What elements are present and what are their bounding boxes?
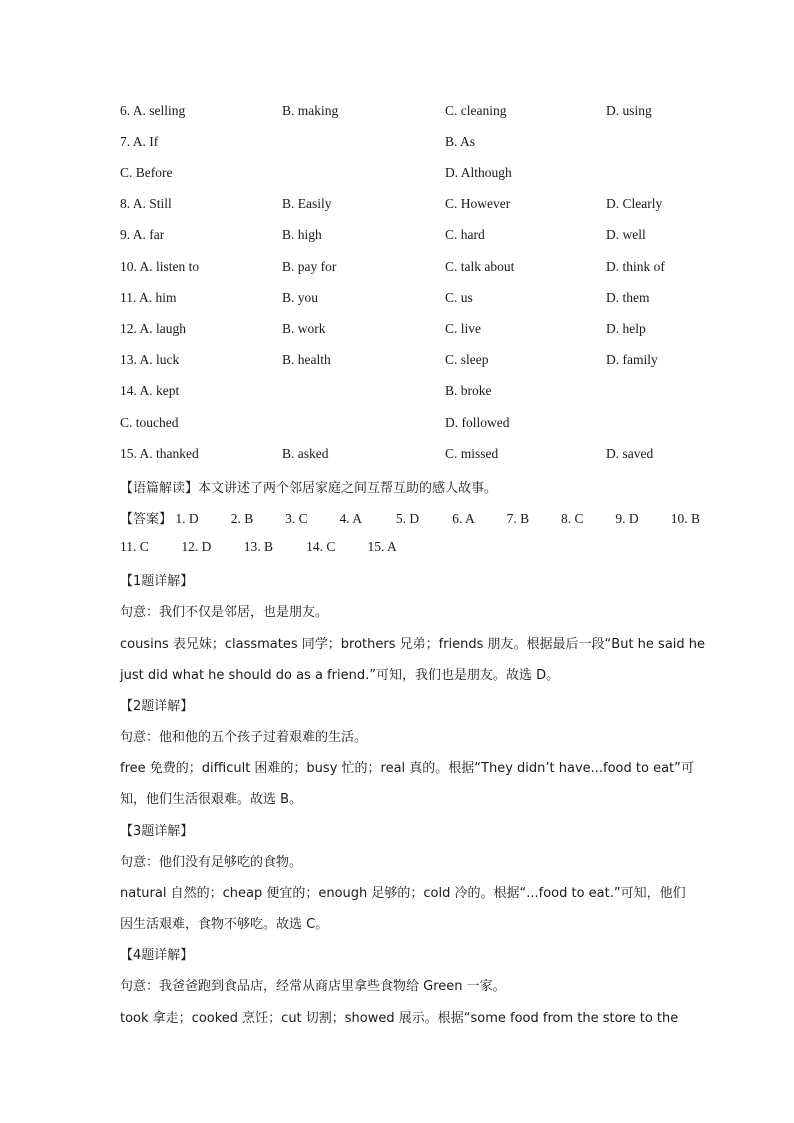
option-b: B. health xyxy=(282,352,331,367)
answer-item: 7. B xyxy=(506,511,530,526)
option-d: D. family xyxy=(606,352,658,367)
option-a: 10. A. listen to xyxy=(120,259,200,274)
answer-item: 1. D xyxy=(175,511,199,526)
q3-sense: 句意：他们没有足够吃的食物。 xyxy=(120,855,303,870)
option-c: C. missed xyxy=(445,446,499,461)
option-c: C. touched xyxy=(120,415,179,430)
option-b: B. you xyxy=(282,290,319,305)
option-d: D. saved xyxy=(606,446,654,461)
q4-sense: 句意：我爸爸跑到食品店，经常从商店里拿些食物给 Green 一家。 xyxy=(120,979,506,994)
answer-item: 3. C xyxy=(285,511,308,526)
option-c: C. cleaning xyxy=(445,103,507,118)
option-a: 6. A. selling xyxy=(120,103,186,118)
q4-explain: took 拿走；cooked 烹饪；cut 切割；showed 展示。根据“some food from the store to the xyxy=(120,1011,679,1026)
option-a: 15. A. thanked xyxy=(120,446,199,461)
option-d: D. well xyxy=(606,227,646,242)
reading-summary: 【语篇解读】本文讲述了两个邻居家庭之间互帮互助的感人故事。 xyxy=(120,481,498,496)
option-d: D. using xyxy=(606,103,652,118)
answer-line-2 xyxy=(120,539,397,555)
answer-item: 2. B xyxy=(230,511,254,526)
q1-explain: just did what he should do as a friend.”可知，我们也是朋友。故选 D。 xyxy=(120,668,560,683)
option-b: B. making xyxy=(282,103,339,118)
q1-heading: 【1题详解】 xyxy=(120,574,194,589)
q3-explain: 因生活艰难，食物不够吃。故选 C。 xyxy=(120,917,329,932)
option-c: C. sleep xyxy=(445,352,489,367)
answer-item: 14. C xyxy=(306,539,336,554)
option-d: D. Although xyxy=(445,165,512,180)
option-b: B. broke xyxy=(445,383,492,398)
answer-item: 8. C xyxy=(561,511,584,526)
answer-label: 【答案】 xyxy=(120,512,173,527)
option-b: B. work xyxy=(282,321,326,336)
answer-item: 15. A xyxy=(367,539,397,554)
option-a: 12. A. laugh xyxy=(120,321,186,336)
option-b: B. Easily xyxy=(282,196,332,211)
answer-line-1 xyxy=(120,508,700,527)
q2-explain: 知，他们生活很艰难。故选 B。 xyxy=(120,792,303,807)
answer-item: 4. A xyxy=(339,511,363,526)
option-a: 14. A. kept xyxy=(120,383,180,398)
q1-explain: cousins 表兄妹；classmates 同学；brothers 兄弟；friends 朋友。根据最后一段“But he said he xyxy=(120,637,706,652)
option-c: C. talk about xyxy=(445,259,515,274)
option-a: 11. A. him xyxy=(120,290,177,305)
answer-item: 10. B xyxy=(670,511,701,526)
option-c: C. hard xyxy=(445,227,485,242)
option-c: C. Before xyxy=(120,165,173,180)
answer-item: 12. D xyxy=(181,539,212,554)
answer-item: 9. D xyxy=(615,511,639,526)
option-b: B. pay for xyxy=(282,259,337,274)
option-d: D. followed xyxy=(445,415,510,430)
q3-explain: natural 自然的；cheap 便宜的；enough 足够的；cold 冷的。根据“...food to eat.”可知，他们 xyxy=(120,886,686,901)
answer-item: 13. B xyxy=(243,539,274,554)
option-d: D. them xyxy=(606,290,650,305)
option-a: 9. A. far xyxy=(120,227,165,242)
option-b: B. high xyxy=(282,227,322,242)
option-d: D. think of xyxy=(606,259,665,274)
option-a: 8. A. Still xyxy=(120,196,172,211)
option-b: B. As xyxy=(445,134,476,149)
answer-item: 11. C xyxy=(120,539,149,554)
option-d: D. help xyxy=(606,321,646,336)
option-d: D. Clearly xyxy=(606,196,663,211)
q4-heading: 【4题详解】 xyxy=(120,948,194,963)
option-c: C. However xyxy=(445,196,511,211)
q2-heading: 【2题详解】 xyxy=(120,699,194,714)
q2-explain: free 免费的；difficult 困难的；busy 忙的；real 真的。根据“They didn’t have...food to eat”可 xyxy=(120,761,694,776)
option-c: C. us xyxy=(445,290,473,305)
q2-sense: 句意：他和他的五个孩子过着艰难的生活。 xyxy=(120,730,368,745)
answer-item: 5. D xyxy=(395,511,420,526)
answer-item: 6. A xyxy=(452,511,475,526)
option-a: 13. A. luck xyxy=(120,352,180,367)
option-c: C. live xyxy=(445,321,481,336)
q1-sense: 句意：我们不仅是邻居，也是朋友。 xyxy=(120,605,329,620)
q3-heading: 【3题详解】 xyxy=(120,824,194,839)
option-a: 7. A. If xyxy=(120,134,159,149)
option-b: B. asked xyxy=(282,446,329,461)
